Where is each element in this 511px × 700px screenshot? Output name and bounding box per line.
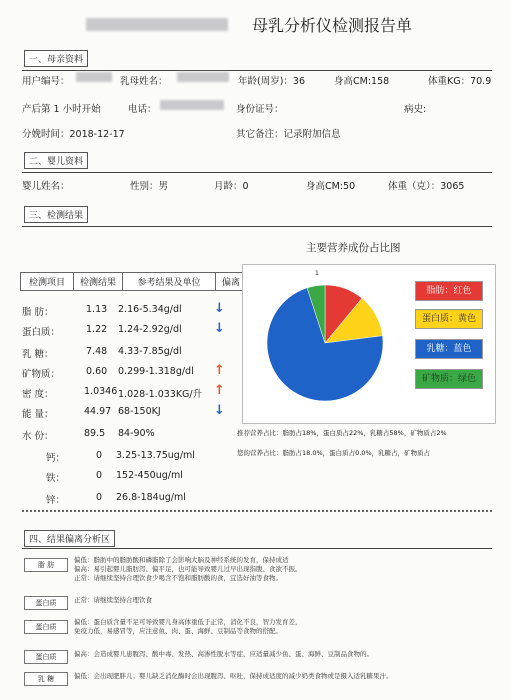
note-text: 正常：请继续坚持合理饮食少喝含不饱和脂肪酸的食，宜选好油等食物。 (74, 574, 282, 582)
divider (22, 548, 492, 549)
postpartum-time: 产后第 1 小时开始 (22, 104, 101, 115)
baby-weight: 体重（克）：3065 (388, 181, 465, 192)
section-baby-title: 二、婴儿资料 (24, 152, 88, 169)
col-reference: 参考结果及单位 (123, 273, 216, 291)
result-value: 0 (96, 450, 103, 461)
result-value: 89.5 (84, 428, 106, 439)
deviation-arrow-icon: ↑ (214, 383, 225, 398)
your-ratio: 您的营养占比：脂肪占18.0%，蛋白质占0.0%，乳糖占，矿物质占 (237, 449, 431, 457)
result-item-name: 矿物质： (22, 369, 61, 380)
deviation-arrow-icon: ↑ (214, 363, 225, 378)
other-notes: 其它备注：记录附加信息 (236, 129, 341, 140)
pie-label: 1 (315, 270, 319, 277)
section-results-title: 三、检测结果 (24, 206, 88, 223)
baby-sex: 性别：男 (130, 181, 169, 192)
note-text: 正常：请继续坚持合理饮食 (74, 596, 152, 604)
result-reference: 1.028-1.033KG/升 (118, 389, 203, 400)
results-table-header (20, 272, 247, 291)
result-value: 7.48 (86, 346, 108, 357)
divider (22, 70, 492, 71)
legend-item: 乳糖：蓝色 (415, 339, 483, 359)
result-item-name: 锌： (46, 495, 66, 506)
col-result: 检测结果 (74, 273, 123, 291)
legend-item: 脂肪：红色 (415, 281, 483, 301)
result-item-name: 钙： (46, 453, 66, 464)
deviation-arrow-icon: ↓ (214, 301, 225, 316)
result-reference: 68-150KJ (118, 406, 161, 417)
user-id-label: 用户编号： (22, 76, 70, 87)
deviation-arrow-icon: ↓ (214, 403, 225, 418)
result-reference: 4.33-7.85g/dl (118, 346, 182, 357)
result-item-name: 脂 肪： (22, 307, 54, 318)
delivery-date: 分娩时间：2018-12-17 (22, 129, 125, 140)
mother-name-label: 乳母姓名： (120, 76, 168, 87)
result-value: 0 (96, 492, 103, 503)
report-title: 母乳分析仪检测报告单 (252, 16, 413, 35)
note-label: 乳 糖 (24, 672, 68, 686)
section-analysis-title: 四、结果偏离分析区 (24, 530, 115, 547)
note-text: 免疫力低，易感冒等，应注意鱼、肉、蛋、海鲜、豆制品等食物的搭配。 (74, 627, 282, 635)
result-value: 0 (96, 470, 103, 481)
result-item-name: 蛋白质： (22, 327, 61, 338)
recommended-ratio: 推荐营养占比：脂肪占18%，蛋白质占22%，乳糖占58%，矿物质占2% (237, 429, 447, 437)
pie-chart (265, 275, 385, 405)
result-reference: 1.24-2.92g/dl (118, 324, 182, 335)
redacted-mother-name (177, 72, 229, 82)
result-item-name: 水 份： (22, 431, 54, 442)
note-text: 偏低：脂肪中的脂肪酸和磷脂除了会影响大脑及神经系统的发育，保持成适 (74, 556, 289, 564)
phone-label: 电话： (128, 104, 157, 115)
chart-panel (242, 264, 496, 424)
result-reference: 0.299-1.318g/dl (118, 366, 194, 377)
section-mother-title: 一、母亲资料 (24, 50, 88, 67)
divider (22, 172, 492, 173)
result-item-name: 乳 糖： (22, 349, 54, 360)
result-value: 1.0346 (84, 386, 118, 397)
result-value: 1.13 (86, 304, 108, 315)
redacted-user-id (76, 72, 112, 82)
baby-height: 身高CM:50 (306, 181, 356, 192)
deviation-arrow-icon: ↓ (214, 321, 225, 336)
history-label: 病史: (404, 104, 427, 115)
mother-weight: 体重KG：70.9 (428, 76, 492, 87)
result-item-name: 铁： (46, 473, 66, 484)
note-label: 蛋白质 (24, 620, 68, 634)
result-value: 0.60 (86, 366, 108, 377)
note-text: 偏高：会造成婴儿患腹泻、酸中毒、发热、高渗性脱水等症，应适量减少鱼、蛋、海鲜、豆制品食物的。 (74, 650, 373, 658)
note-text: 偏低：蛋白质含量不足可导致婴儿身高体重低于正常，消化不良，智力发育差， (74, 618, 302, 626)
result-reference: 3.25-13.75ug/ml (116, 450, 195, 461)
dotted-separator (22, 510, 492, 512)
note-label: 脂 肪 (24, 558, 68, 572)
col-item: 检测项目 (21, 273, 74, 291)
baby-month: 月龄：0 (214, 181, 249, 192)
result-reference: 84-90% (118, 428, 155, 439)
legend-item: 矿物质：绿色 (415, 369, 483, 389)
baby-name-label: 婴儿姓名： (22, 181, 70, 192)
legend-item: 蛋白质：黄色 (415, 309, 483, 329)
redacted-phone (160, 100, 224, 110)
note-label: 蛋白质 (24, 596, 68, 610)
idcard-label: 身份证号： (236, 104, 284, 115)
chart-title: 主要营养成份占比图 (306, 242, 401, 254)
divider (22, 226, 492, 227)
col-deviation: 偏离 (216, 273, 247, 291)
note-label: 蛋白质 (24, 650, 68, 664)
result-item-name: 密 度： (22, 389, 54, 400)
result-reference: 152-450ug/ml (116, 470, 183, 481)
result-reference: 26.8-184ug/ml (116, 492, 186, 503)
mother-age: 年龄(周岁)：36 (238, 76, 306, 87)
note-text: 偏低：会出现肥胖儿；婴儿缺乏消化酶时会出现腹泻、呕吐，保持成适度的减少奶类食物或是摄入适乳糖果汁。 (74, 672, 393, 680)
redacted-logo (86, 18, 228, 31)
result-value: 1.22 (86, 324, 108, 335)
mother-height: 身高CM:158 (334, 76, 390, 87)
result-value: 44.97 (84, 406, 112, 417)
result-reference: 2.16-5.34g/dl (118, 304, 182, 315)
note-text: 偏高：易引起婴儿脂肪泻、偏平足，也可能导致婴儿过早出现指腹、食欲不振。 (74, 565, 302, 573)
result-item-name: 能 量： (22, 409, 54, 420)
